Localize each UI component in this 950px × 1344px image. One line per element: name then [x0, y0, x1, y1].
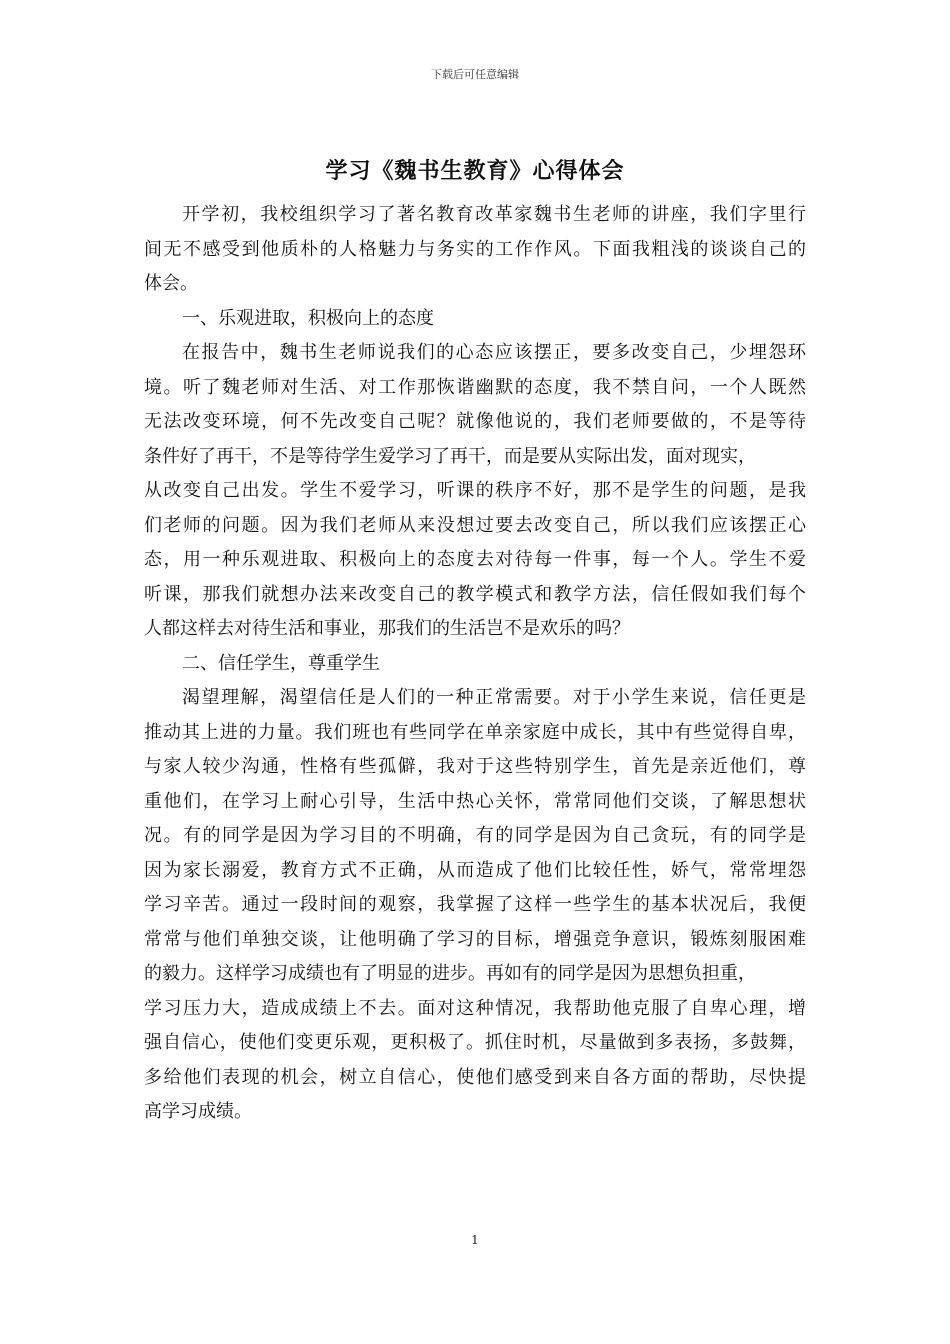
paragraph-section-1	[144, 336, 806, 647]
text-line: 推动其上进的力量。我们班也有些同学在单亲家庭中成长，其中有些觉得自卑，	[144, 721, 806, 743]
text-line: 高学习成绩。	[144, 1101, 252, 1122]
section-heading-2	[144, 647, 806, 682]
text-line: 二、信任学生，尊重学生	[182, 652, 380, 674]
document-title: 学习《魏书生教育》心得体会	[325, 158, 625, 184]
text-line: 人都这样去对待生活和事业，那我们的生活岂不是欢乐的吗？	[144, 618, 630, 639]
text-line: 境。听了魏老师对生活、对工作那恢谐幽默的态度，我不禁自问，一个人既然	[144, 376, 806, 398]
text-line: 重他们，在学习上耐心引导，生活中热心关怀，常常同他们交谈，了解思想状	[144, 790, 806, 812]
text-line: 间无不感受到他质朴的人格魅力与务实的工作作风。下面我粗浅的谈谈自己的	[144, 238, 806, 260]
text-line: 听课，那我们就想办法来改变自己的教学模式和教学方法，信任假如我们每个	[144, 583, 806, 605]
paragraph-intro	[144, 198, 806, 302]
text-line: 态，用一种乐观进取、积极向上的态度去对待每一件事，每一个人。学生不爱	[144, 549, 806, 570]
text-line: 一、乐观进取，积极向上的态度	[182, 307, 434, 329]
document-body	[144, 198, 806, 1130]
text-line: 因为家长溺爱，教育方式不正确，从而造成了他们比较任性，娇气，常常埋怨	[144, 859, 806, 881]
paragraph-section-2	[144, 681, 806, 1130]
text-line: 条件好了再干，不是等待学生爱学习了再干，而是要从实际出发，面对现实，	[144, 445, 756, 467]
text-line: 学习辛苦。通过一段时间的观察，我掌握了这样一些学生的基本状况后，我便	[144, 894, 806, 915]
text-line: 无法改变环境，何不先改变自己呢？就像他说的，我们老师要做的，不是等待	[144, 411, 806, 432]
text-line: 在报告中，魏书生老师说我们的心态应该摆正，要多改变自己，少埋怨环	[182, 342, 806, 363]
text-line: 们老师的问题。因为我们老师从来没想过要去改变自己，所以我们应该摆正心	[144, 514, 806, 536]
text-line: 学习压力大，造成成绩上不去。面对这种情况，我帮助他克服了自卑心理，增	[144, 997, 806, 1019]
text-line: 体会。	[144, 273, 198, 294]
text-line: 况。有的同学是因为学习目的不明确，有的同学是因为自己贪玩，有的同学是	[144, 825, 806, 846]
text-line: 多给他们表现的机会，树立自信心，使他们感受到来自各方面的帮助，尽快提	[144, 1066, 806, 1088]
text-line: 常常与他们单独交谈，让他明确了学习的目标，增强竞争意识，锻炼刻服困难	[144, 928, 806, 950]
text-line: 从改变自己出发。学生不爱学习，听课的秩序不好，那不是学生的问题，是我	[144, 480, 806, 501]
section-heading-1	[144, 302, 806, 337]
page-number: 1	[471, 1233, 479, 1247]
header-note: 下载后可任意编辑	[431, 68, 519, 81]
text-line: 开学初，我校组织学习了著名教育改革家魏书生老师的讲座，我们字里行	[182, 204, 806, 225]
text-line: 渴望理解，渴望信任是人们的一种正常需要。对于小学生来说，信任更是	[182, 687, 806, 708]
text-line: 的毅力。这样学习成绩也有了明显的进步。再如有的同学是因为思想负担重，	[144, 963, 756, 984]
text-line: 与家人较少沟通，性格有些孤僻，我对于这些特别学生，首先是亲近他们，尊	[144, 756, 806, 777]
text-line: 强自信心，使他们变更乐观，更积极了。抓住时机，尽量做到多表扬，多鼓舞，	[144, 1032, 806, 1053]
